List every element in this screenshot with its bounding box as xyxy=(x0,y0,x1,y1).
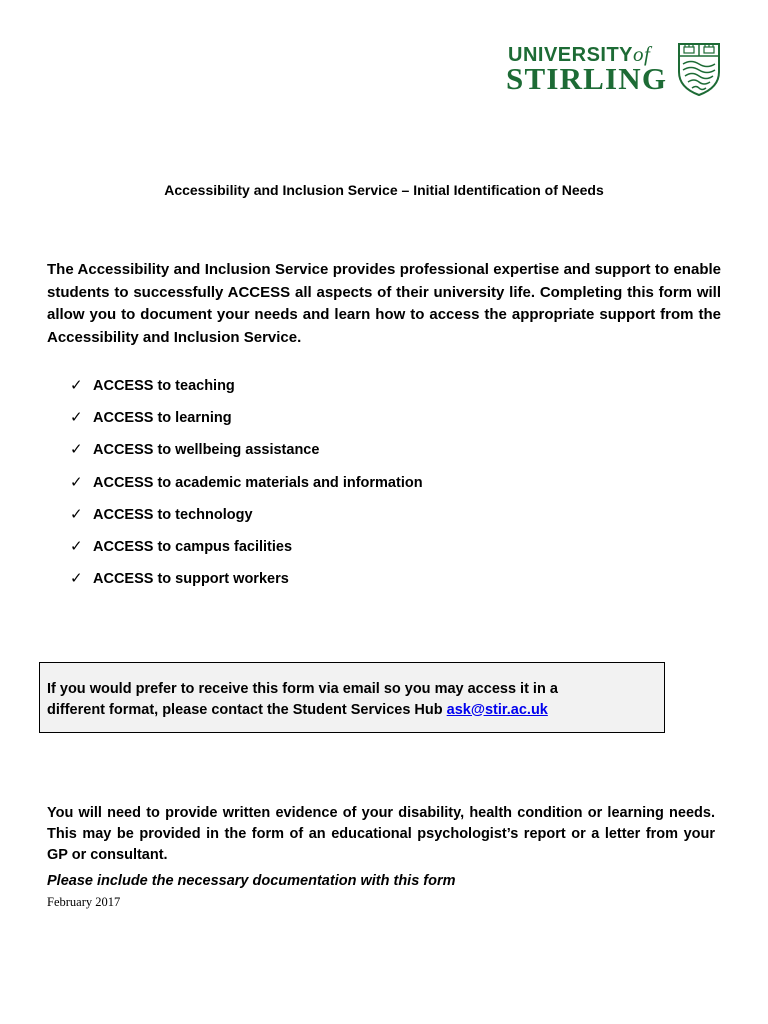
access-item-label: ACCESS to learning xyxy=(93,410,232,427)
checkmark-icon: ✓ xyxy=(70,504,83,523)
access-item-label: ACCESS to support workers xyxy=(93,571,289,588)
university-crest-icon xyxy=(676,42,722,96)
checkmark-icon: ✓ xyxy=(70,472,83,491)
document-title: Accessibility and Inclusion Service – Initial Identification of Needs xyxy=(164,182,604,198)
document-date: February 2017 xyxy=(47,895,121,909)
list-item xyxy=(70,503,423,535)
email-link[interactable]: ask@stir.ac.uk xyxy=(446,701,548,718)
list-item xyxy=(70,406,423,438)
contact-info-box xyxy=(39,662,665,733)
checkmark-icon: ✓ xyxy=(70,440,83,459)
university-logo xyxy=(506,42,724,98)
documentation-note: Please include the necessary documentation with this form xyxy=(47,873,456,889)
checkmark-icon: ✓ xyxy=(70,376,83,394)
access-item-label: ACCESS to campus facilities xyxy=(93,538,293,555)
access-item-label: ACCESS to academic materials and information xyxy=(93,474,423,491)
list-item xyxy=(70,567,423,599)
evidence-paragraph: You will need to provide written evidence of your disability, health condition or learning needs. This may be provided in the form of an educational psychologist’s report or a letter from your GP or consultant. xyxy=(47,804,715,863)
intro-paragraph: The Accessibility and Inclusion Service provides professional expertise and support to enable students to successfully ACCESS all aspects of their university life. Completing this form will allow you to document your needs and learn how to access the appropriate support from the Accessibility and Inclusion Service. xyxy=(47,261,721,346)
list-item xyxy=(70,535,423,567)
checkmark-icon: ✓ xyxy=(70,536,83,555)
list-item xyxy=(70,374,423,406)
logo-stirling-text: STIRLING xyxy=(506,61,668,96)
checkmark-icon: ✓ xyxy=(70,569,83,588)
list-item xyxy=(70,471,423,503)
list-item xyxy=(70,438,423,470)
checkmark-icon: ✓ xyxy=(70,408,83,427)
access-list xyxy=(70,374,423,599)
access-item-label: ACCESS to wellbeing assistance xyxy=(93,442,320,459)
contact-line-1: If you would prefer to receive this form via email so you may access it in a xyxy=(47,681,558,697)
access-item-label: ACCESS to teaching xyxy=(93,378,235,394)
contact-line-2: different format, please contact the Student Services Hub xyxy=(47,701,447,718)
logo-university-word: UNIVERSITY xyxy=(508,44,634,66)
access-item-label: ACCESS to technology xyxy=(93,506,253,523)
logo-of-word: of xyxy=(633,42,651,66)
